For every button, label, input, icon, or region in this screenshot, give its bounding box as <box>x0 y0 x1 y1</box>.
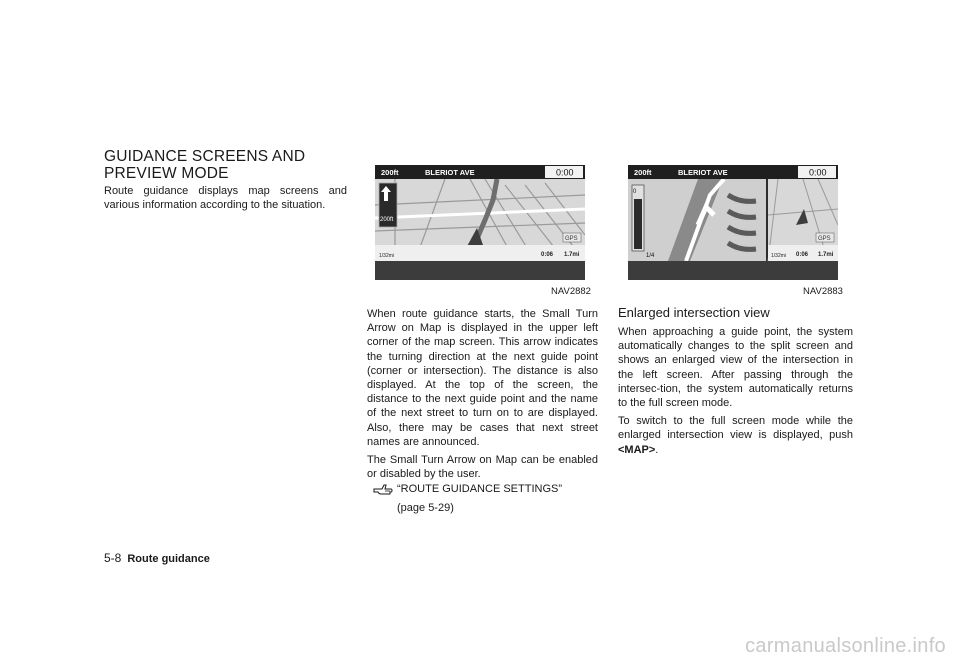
arrow-distance-1: 200ft <box>380 217 394 223</box>
map-illustration-split <box>628 165 838 280</box>
intro-text: Route guidance displays map screens and various information according to the situation. <box>104 185 347 212</box>
footer-section-name: Route guidance <box>127 553 210 565</box>
reference-page: (page 5-29) <box>397 501 454 514</box>
nav-screen-full-map <box>375 165 585 280</box>
eta-2: 0:06 <box>796 252 809 258</box>
time-1: 0:00 <box>556 167 574 178</box>
figure-caption-1: NAV2882 <box>551 286 591 297</box>
switch-mode-text: To switch to the full screen mode while the enlarged intersection view is displayed, push <box>618 415 853 442</box>
section-title: GUIDANCE SCREENS AND PREVIEW MODE <box>104 148 306 182</box>
street-name-1: BLERIOT AVE <box>425 168 475 177</box>
column-3-text <box>618 325 853 461</box>
remaining-2: 1.7mi <box>818 252 834 258</box>
street-name-2: BLERIOT AVE <box>678 168 728 177</box>
distance-top-2: 200ft <box>634 168 652 177</box>
scale-2: 1/32mi <box>771 253 787 259</box>
enlarged-view-paragraph: When approaching a guide point, the system automatically changes to the split screen and shows an enlarged view of the intersection in the left screen. After passing through the intersec-tion, the system automatically returns to the full screen mode. <box>618 326 853 410</box>
watermark: carmanualsonline.info <box>745 635 946 657</box>
map-illustration-full <box>375 165 585 280</box>
figure-caption-2: NAV2883 <box>803 286 843 297</box>
bar-bottom-label: 1/4 <box>646 253 655 259</box>
remaining-1: 1.7mi <box>564 252 580 258</box>
time-2: 0:00 <box>809 167 827 178</box>
nav-screen-split <box>628 165 838 280</box>
gps-label-1: GPS <box>565 236 578 242</box>
subsection-heading: Enlarged intersection view <box>618 305 770 320</box>
map-key-label: <MAP> <box>618 443 656 456</box>
switch-mode-period: . <box>655 443 659 456</box>
switch-mode-paragraph <box>618 414 853 457</box>
distance-top-1: 200ft <box>381 168 399 177</box>
small-turn-arrow-paragraph: When route guidance starts, the Small Turn Arrow on Map is displayed in the upper left corner of the map screen. This arrow indicates the turning direction at the next guide point (corner or intersection). The distance is also displayed. At the top of the screen, the distance to the next guide point and the name of the next street to turn on to are displayed. Also, there may be cases that next street names are announced. <box>367 308 598 448</box>
scale-1: 1/32mi <box>379 253 395 259</box>
page-reference[interactable] <box>367 482 598 500</box>
pointing-hand-icon <box>373 482 393 500</box>
eta-1: 0:06 <box>541 252 554 258</box>
bar-top-label: 0 <box>633 189 637 195</box>
page-number: 5-8 <box>104 551 122 565</box>
column-2-text <box>367 307 598 515</box>
reference-title: “ROUTE GUIDANCE SETTINGS” <box>397 483 563 496</box>
intro-paragraph <box>104 184 347 216</box>
gps-label-2: GPS <box>818 236 831 242</box>
enable-disable-paragraph: The Small Turn Arrow on Map can be enabled or disabled by the user. <box>367 454 598 481</box>
page-footer <box>104 551 210 565</box>
